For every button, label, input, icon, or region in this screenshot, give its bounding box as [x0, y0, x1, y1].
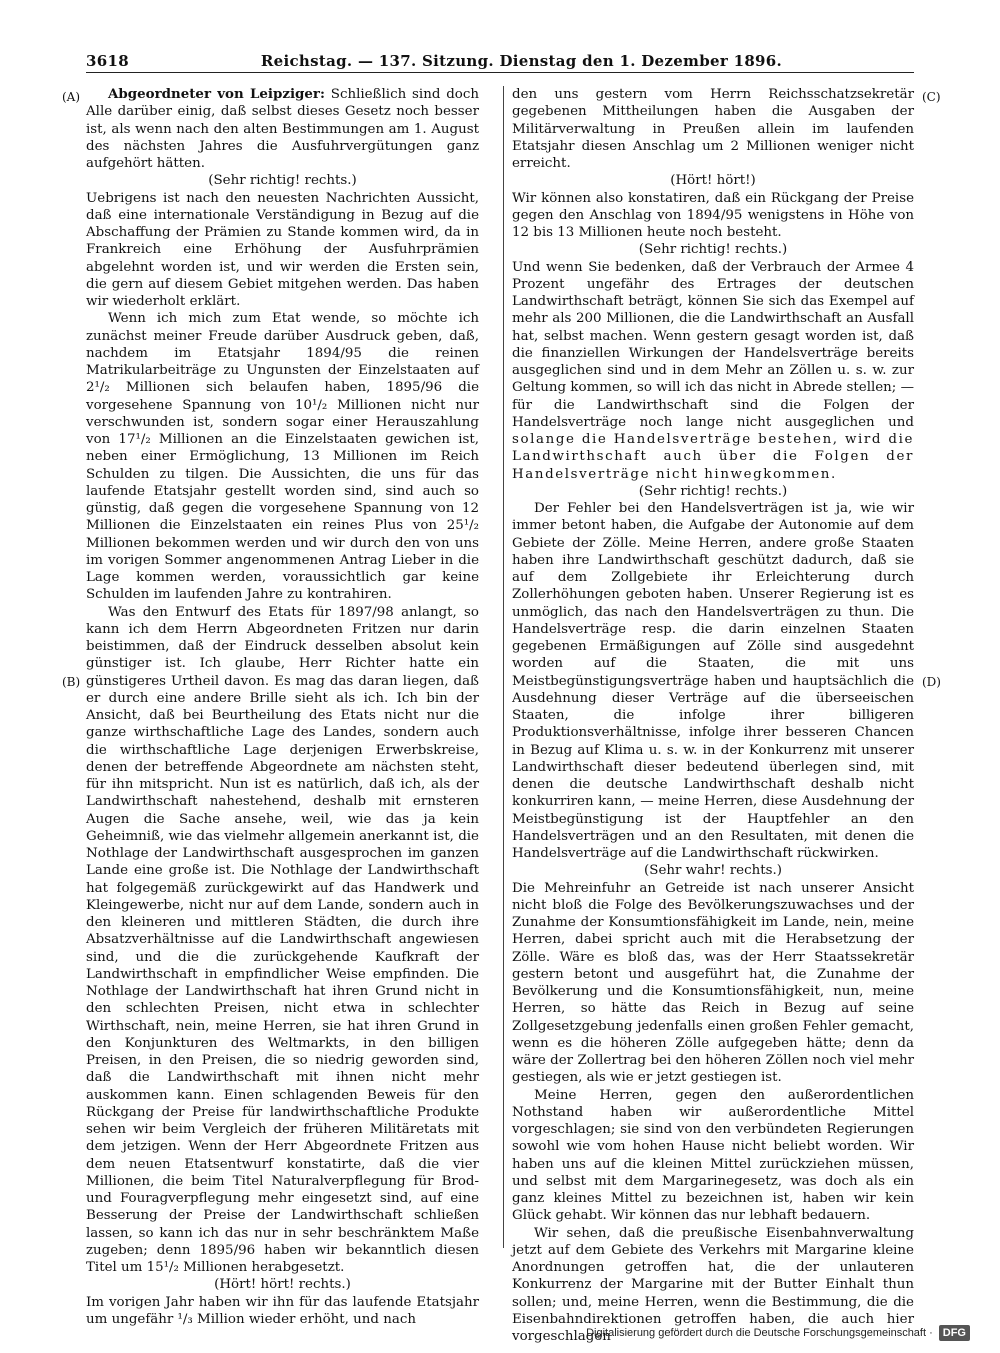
speaker-name: Abgeordneter von Leipziger: [108, 86, 325, 102]
interjection: (Sehr richtig! rechts.) [638, 483, 788, 499]
paragraph: Meine Herren, gegen den außerordentlichen Nothstand haben wir außerordentliche Mittel vorgeschlagen; sie sind von den verbündeten Regierungen sowohl wie vom hohen Hause nicht beliebt worden. Wir haben uns auf die kleinen Mittel zurückziehen müssen, und selbst mit dem Margarinegesetz, was doch als ein ganz kleines Mittel zu bezeichnen ist, haben wir kein Glück gehabt. Wir können das nur lebhaft bedauern. [512, 1087, 914, 1224]
header-rule [86, 72, 914, 73]
footer-credit: Digitalisierung gefördert durch die Deutsche Forschungsgemeinschaft · [586, 1327, 933, 1339]
interjection: (Sehr wahr! rechts.) [644, 863, 782, 879]
page-title: Reichstag. — 137. Sitzung. Dienstag den 1. Dezember 1896. [260, 52, 783, 70]
interjection: (Hört! hört!) [670, 173, 756, 189]
paragraph: Im vorigen Jahr haben wir ihn für das laufende Etatsjahr um ungefähr ¹/₃ Million wieder erhöht, und nach [86, 1294, 479, 1327]
paragraph: Uebrigens ist nach den neuesten Nachrichten Aussicht, daß eine internationale Verständigung in Bezug auf die Abschaffung der Prämien zu Stande kommen wird, da in Frankreich eine Erhöhung der Ausfuhrprämien abgelehnt worden ist, und wir werden die Ersten sein, die gern auf diesem Gebiet mitgehen werden. Das haben wir wiederholt erklärt. [86, 190, 479, 309]
margin-marker-c: (C) [922, 90, 941, 104]
page-number: 3618 [86, 52, 129, 70]
paragraph: Der Fehler bei den Handelsverträgen ist ja, wie wir immer betont haben, die Aufgabe der Autonomie auf dem Gebiete der Zölle. Meine Herren, andere große Staaten haben ihre Landwirthschaft geschützt dadurch, daß sie auf dem Zollgebiete ihr Erleichterung durch Zollerhöhungen geboten haben. Unserer Regierung ist es unmöglich, das nach den Handelsverträgen zu thun. Die Handelsverträge resp. die darin einzelnen Staaten gegebenen Ermäßigungen auf Zölle sind ausgedehnt worden auf die Staaten, die mit uns Meistbegünstigungsverträge haben und hauptsächlich die Ausdehnung dieser Verträge auf die überseeischen Staaten, die infolge ihrer billigeren Produktionsverhältnisse, infolge ihrer besseren Chancen in Bezug auf Klima u. s. w. in der Konkurrenz mit unserer Landwirthschaft dieser bedeutend überlegen sind, mit denen die deutsche Landwirthschaft deshalb nicht konkurriren kann, — meine Herren, diese Ausdehnung der Meistbegünstigung ist der Hauptfehler an den Handelsverträgen und an den Resultaten, mit denen die Handelsverträge auf die Landwirthschaft rückwirken. [512, 501, 914, 861]
interjection: (Sehr richtig! rechts.) [208, 173, 357, 189]
paragraph: Abgeordneter von Leipziger: Schließlich sind doch Alle darüber einig, daß selbst dieses Gesetz noch besser ist, als wenn nach den alten Bestimmungen am 1. August des nächsten Jahres die Ausfuhrvergütungen ganz aufgehört hätten. [86, 86, 479, 171]
paragraph: Wir können also konstatiren, daß ein Rückgang der Preise gegen den Anschlag von 1894/95 wenigstens in Höhe von 12 bis 13 Millionen heute noch besteht. [512, 190, 914, 240]
interjection: (Sehr richtig! rechts.) [638, 242, 788, 258]
column-divider [503, 86, 504, 1248]
margin-marker-d: (D) [922, 675, 941, 689]
paragraph: Die Mehreinfuhr an Getreide ist nach unserer Ansicht nicht bloß die Folge des Bevölkerungszuwachses und der Zunahme der Konsumtionsfähigkeit im Lande, nein, meine Herren, dabei spricht auch mit die Herabsetzung der Zölle. Wäre es bloß das, was der Herr Staatssekretär gestern betont und ausgeführt hat, die Zunahme der Bevölkerung und die Konsumtionsfähigkeit, nun, meine Herren, so hätte das Reich in Bezug auf seine Zollgesetzgebung jedenfalls einen großen Fehler gemacht, wenn es die höheren Zölle aufgegeben hätte; denn da wäre der Zollertrag bei den höheren Zöllen noch viel mehr gestiegen, als wie er jetzt gestiegen ist. [512, 880, 914, 1086]
interjection: (Hört! hört! rechts.) [214, 1277, 351, 1293]
digitization-footer [586, 1321, 970, 1345]
paragraph: den uns gestern vom Herrn Reichsschatzsekretär gegebenen Mittheilungen haben die Ausgaben der Militärverwaltung in Preußen allein im laufenden Etatsjahr diesen Anschlag um 2 Millionen weniger nicht erreicht. [512, 87, 914, 171]
margin-marker-b: (B) [62, 675, 81, 689]
paragraph: Wenn ich mich zum Etat wende, so möchte ich zunächst meiner Freude darüber Ausdruck geben, daß, nachdem im Etatsjahr 1894/95 die reinen Matrikularbeiträge zu Ungunsten der Einzelstaaten auf 2¹/₂ Millionen sich belaufen haben, 1895/96 die vorgesehene Spannung von 10¹/₂ Millionen nicht nur verschwunden ist, sondern sogar einer Herauszahlung von 17¹/₂ Millionen an die Einzelstaaten gewichen ist, neben einer Ermöglichung, 13 Millionen im Reich Schulden zu tilgen. Die Aussichten, die uns für das laufende Etatsjahr gestellt worden sind, sind auch so günstig, daß gegen die vorgesehene Spannung von 12 Millionen die Einzelstaaten ein reines Plus von 25¹/₂ Millionen bekommen werden und wir durch den von uns im vorigen Sommer angenommenen Antrag Lieber in die Lage kommen werden, voraussichtlich gar keine Schulden im laufenden Jahre zu kontrahiren. [86, 311, 479, 603]
paragraph: Was den Entwurf des Etats für 1897/98 anlangt, so kann ich dem Herrn Abgeordneten Fritzen nur darin beistimmen, daß der Eindruck desselben absolut kein günstiger ist. Ich glaube, Herr Richter hatte ein günstigeres Urtheil davon. Es mag das daran liegen, daß er durch eine andere Brille sieht als ich. Ich bin der Ansicht, daß bei Beurtheilung des Etats nicht nur die ganze wirthschaftliche Lage des Landes, sondern auch die wirthschaftliche Lage derjenigen Erwerbskreise, denen der betreffende Abgeordnete am nächsten steht, für ihn mitspricht. Nun ist es natürlich, daß ich, als der Landwirthschaft nahestehend, deshalb mit ernsteren Augen die Sache ansehe, weil, wie das ja kein Geheimniß, wie das vielmehr allgemein anerkannt ist, die Nothlage der Landwirthschaft ausgesprochen im ganzen Lande eine große ist. Die Nothlage der Landwirthschaft hat folgegemäß zurückgewirkt auf das Handwerk und Kleingewerbe, nicht nur auf dem Lande, sondern auch in den kleineren und mittleren Städten, die durch ihre Absatzverhältnisse auf die Landwirthschaft angewiesen sind, und die die zurückgehende Kaufkraft der Landwirthschaft in empfindlicher Weise empfinden. Die Nothlage der Landwirthschaft hat ihren Grund nicht in den schlechten Preisen, nicht etwa in schlechter Wirthschaft, nein, meine Herren, sie hat ihren Grund in den Konjunkturen des Weltmarkts, in den billigen Preisen, in den Preisen, die so niedrig geworden sind, daß die Landwirthschaft mit ihnen nicht mehr auskommen kann. Einen schlagenden Beweis für den Rückgang der Preise für landwirthschaftliche Produkte sehen wir beim Vergleich der früheren Militäretats mit dem jetzigen. Wenn der Herr Abgeordnete Fritzen aus dem neuen Etatsentwurf konstatirte, daß die vier Millionen, die beim Titel Naturalverpflegung für Brod- und Fouragverpflegung mehr eingesetzt sind, auf eine Besserung der Preise der Landwirthschaft schließen lassen, so kann ich das nur in sehr beschränktem Maße zugeben; denn 1895/96 haben wir bekanntlich diesen Titel um 15¹/₂ Millionen herabgesetzt. [86, 604, 479, 1275]
page-header [86, 48, 914, 70]
emphasized-text: solange die Handelsverträge bestehen, wird die Landwirthschaft auch über die Folgen der Handelsverträge nicht hinwegkommen. [512, 432, 914, 482]
paragraph: Und wenn Sie bedenken, daß der Verbrauch der Armee 4 Prozent ungefähr des Ertrages der deutschen Landwirthschaft beträgt, können Sie sich das Exempel auf mehr als 200 Millionen, die die Landwirthschaft an Ausfall hat, selbst machen. Wenn gestern gesagt worden ist, daß die finanziellen Wirkungen der Handelsverträge bereits ausgeglichen sind und in dem Mehr an Zöllen u. s. w. zur Geltung kommen, so will ich das nicht in Abrede stellen; — für die Landwirthschaft sind die Folgen der Handelsverträge noch lange nicht ausgeglichen und solange die Handelsverträge bestehen, wird die Landwirthschaft auch über die Folgen der Handelsverträge nicht hinwegkommen. [512, 259, 914, 482]
paragraph: Wir sehen, daß die preußische Eisenbahnverwaltung jetzt auf dem Gebiete des Verkehrs mit Margarine kleine Anordnungen getroffen hat, die der unlauteren Konkurrenz der Margarine mit der Butter Einhalt thun sollen; und, meine Herren, wenn die Bestimmung, die die Eisenbahndirektionen getroffen haben, die auch hier vorgeschlagen [512, 1225, 914, 1344]
right-column [512, 86, 914, 1345]
left-column [86, 86, 479, 1328]
margin-marker-a: (A) [62, 90, 81, 104]
dfg-logo: DFG [939, 1325, 970, 1341]
